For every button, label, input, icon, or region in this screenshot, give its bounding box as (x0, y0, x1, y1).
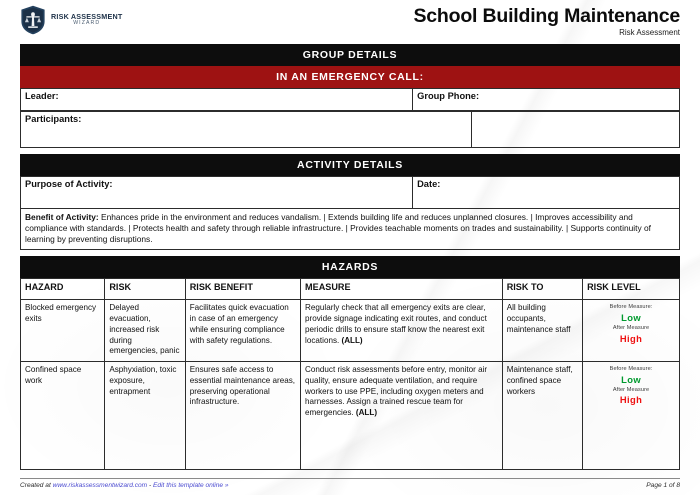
page-title: School Building Maintenance (413, 5, 680, 27)
emergency-band-label: IN AN EMERGENCY CALL: (276, 71, 424, 83)
after-measure-label: After Measure (612, 324, 650, 331)
hazards-header-row (21, 279, 680, 300)
benefit-of-activity (20, 209, 680, 250)
after-measure-value: High (619, 332, 643, 344)
leader-row (21, 89, 680, 111)
column-header-hazard: HAZARD (21, 279, 105, 300)
document-header (20, 0, 680, 44)
activity-details-band: ACTIVITY DETAILS (20, 154, 680, 176)
measure-text: Conduct risk assessments before entry, monitor air quality, ensure adequate ventilation, and require workers to use PPE, including oxygen meters and harnesses. Assign a trained rescue team for emergencies. (305, 365, 488, 418)
shield-icon (20, 5, 46, 35)
page-subtitle: Risk Assessment (619, 28, 680, 38)
group-phone-field[interactable] (413, 89, 680, 111)
brand-text (51, 13, 122, 26)
footer-site-link[interactable]: www.riskassessmentwizard.com (52, 482, 148, 489)
participants-row (21, 112, 680, 148)
before-measure-label: Before Measure: (609, 366, 653, 373)
purpose-label: Purpose of Activity: (25, 179, 113, 189)
page-number: Page 1 of 8 (646, 482, 680, 489)
cell-measure (301, 300, 503, 362)
cell-hazard: Confined space work (21, 362, 105, 470)
footer-created-label: Created at (20, 482, 53, 489)
brand-name: RISK ASSESSMENT (51, 12, 123, 22)
table-row (21, 362, 680, 470)
title-block (413, 5, 680, 37)
participants-extra-field[interactable] (472, 112, 680, 148)
footer-edit-link[interactable]: Edit this template online » (153, 482, 229, 489)
measure-tag: (ALL) (341, 335, 363, 345)
cell-risk-level (583, 300, 680, 362)
leader-label: Leader: (25, 91, 59, 101)
column-header-risk-level: RISK LEVEL (583, 279, 680, 300)
measure-text: Regularly check that all emergency exits are clear, provide signage indicating exit routes, and conduct periodic drills to ensure staff know the nearest exit locations. (305, 303, 487, 345)
column-header-risk: RISK (105, 279, 185, 300)
benefit-text: Enhances pride in the environment and reduces vandalism. | Extends building life and reduces unplanned closures. | Improves accessibility and compliance with standards. | Protects health and safety through reliable infrastructure. | Provides teachable moments on trades and sustainability. | Supports continuity of learning by preventing disruptions. (25, 212, 651, 245)
cell-hazard: Blocked emergency exits (21, 300, 105, 362)
cell-risk-to: All building occupants, maintenance staff (502, 300, 582, 362)
leader-field[interactable] (21, 89, 413, 111)
cell-risk-level (583, 362, 680, 470)
participants-label: Participants: (25, 114, 82, 124)
footer-credit (20, 482, 229, 489)
date-label: Date: (417, 179, 441, 189)
before-measure-value: Low (621, 373, 642, 385)
cell-risk-benefit: Ensures safe access to essential maintenance areas, preserving operational infrastructure. (185, 362, 300, 470)
participants-table (20, 111, 680, 148)
before-measure-label: Before Measure: (609, 304, 653, 311)
measure-tag: (ALL) (355, 408, 378, 418)
page-footer (20, 478, 680, 489)
group-details-table (20, 88, 680, 111)
cell-risk: Asphyxiation, toxic exposure, entrapment (105, 362, 185, 470)
hazards-band: HAZARDS (20, 256, 680, 278)
participants-field[interactable] (21, 112, 472, 148)
before-measure-value: Low (621, 312, 642, 324)
cell-risk-benefit: Facilitates quick evacuation in case of an emergency while ensuring compliance with safety regulations. (185, 300, 300, 362)
column-header-risk-benefit: RISK BENEFIT (185, 279, 300, 300)
cell-risk: Delayed evacuation, increased risk during emergencies, panic (105, 300, 185, 362)
benefit-label: Benefit of Activity: (25, 212, 99, 222)
column-header-risk-to: RISK TO (502, 279, 582, 300)
brand-subtitle: WIZARD (73, 20, 101, 27)
group-phone-label: Group Phone: (417, 91, 480, 101)
cell-risk-to: Maintenance staff, confined space workers (502, 362, 582, 470)
purpose-field[interactable] (21, 177, 413, 209)
hazards-table (20, 278, 680, 470)
after-measure-label: After Measure (612, 386, 650, 393)
footer-separator: - (147, 482, 154, 489)
column-header-measure: MEASURE (301, 279, 503, 300)
brand-logo (20, 5, 122, 35)
cell-measure (301, 362, 503, 470)
after-measure-value: High (619, 394, 643, 406)
emergency-band (20, 66, 680, 88)
date-field[interactable] (413, 177, 680, 209)
purpose-row (21, 177, 680, 209)
activity-details-table (20, 176, 680, 209)
table-row (21, 300, 680, 362)
group-details-band: GROUP DETAILS (20, 44, 680, 66)
